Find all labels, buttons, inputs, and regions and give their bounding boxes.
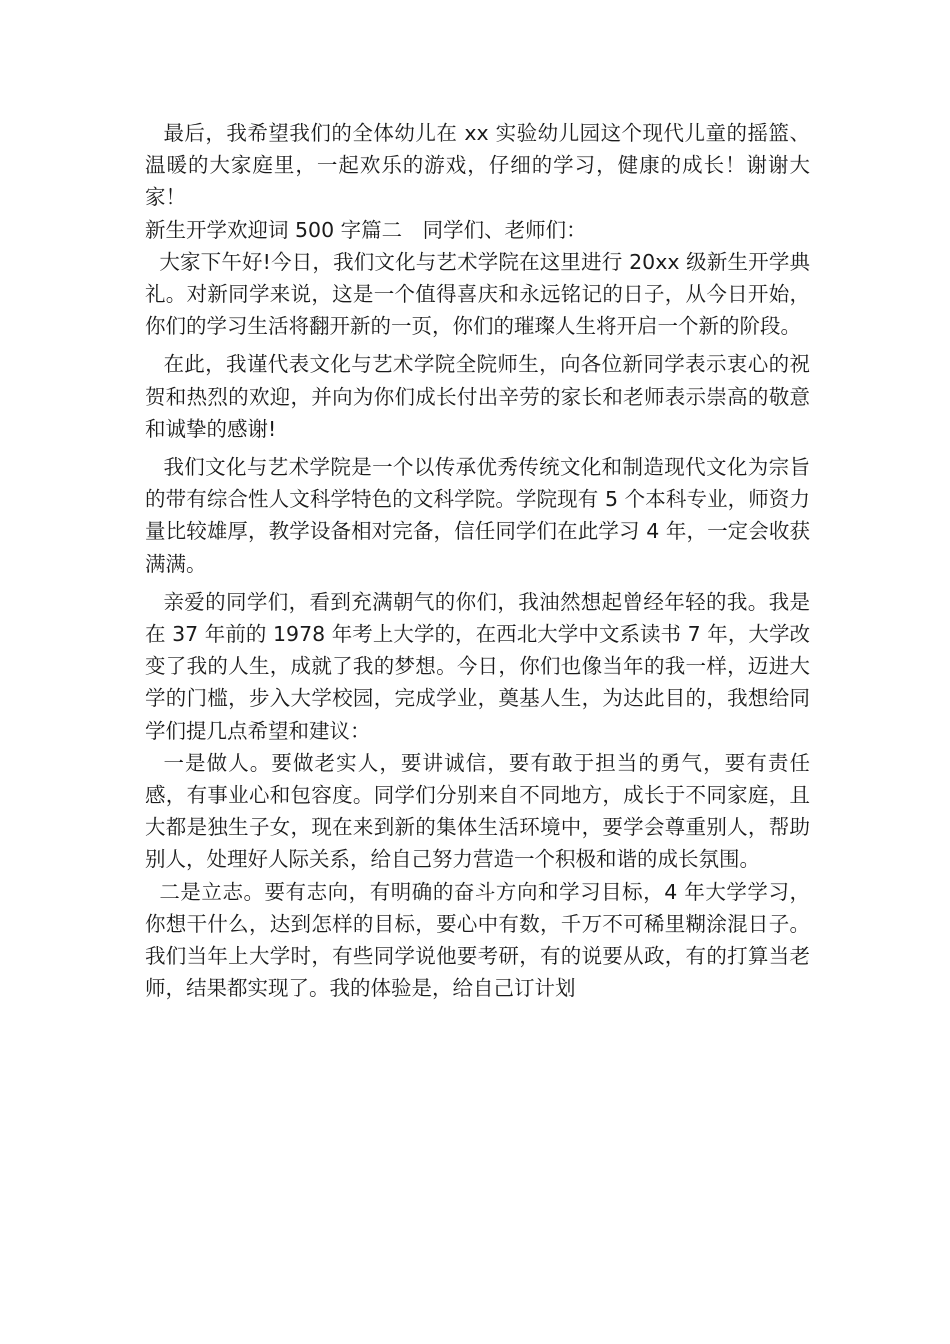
paragraph-point-one: 一是做人。要做老实人，要讲诚信，要有敢于担当的勇气，要有责任感，有事业心和包容度。同学们分别来自不同地方，成长于不同家庭，且大都是独生子女，现在来到新的集体生活环境中，要学会尊重别人，帮助别人，处理好人际关系，给自己努力营造一个积极和谐的成长氛围。 <box>145 750 810 872</box>
paragraph-point-two: 二是立志。要有志向，有明确的奋斗方向和学习目标，4 年大学学习，你想干什么，达到怎样的目标，要心中有数，千万不可稀里糊涂混日子。我们当年上大学时，有些同学说他要考研，有的说要从政，有的打算当老师，结果都实现了。我的体验是，给自己订计划 <box>145 879 810 1001</box>
document-body <box>145 117 810 1004</box>
paragraph-greeting: 大家下午好!今日，我们文化与艺术学院在这里进行 20xx 级新生开学典礼。对新同学来说，这是一个值得喜庆和永远铭记的日子，从今日开始，你们的学习生活将翻开新的一页，你们的璀璨人生将开启一个新的阶段。 <box>145 249 810 339</box>
paragraph-personal-story: 亲爱的同学们，看到充满朝气的你们，我油然想起曾经年轻的我。我是在 37 年前的 1978 年考上大学的，在西北大学中文系读书 7 年，大学改变了我的人生，成就了我的梦想。今日，你们也像当年的我一样，迈进大学的门槛，步入大学校园，完成学业，奠基人生，为达此目的，我想给同学们提几点希望和建议： <box>145 589 810 743</box>
paragraph-closing-wishes: 最后，我希望我们的全体幼儿在 xx 实验幼儿园这个现代儿童的摇篮、温暖的大家庭里，一起欢乐的游戏，仔细的学习，健康的成长！谢谢大家！ <box>145 121 810 210</box>
paragraph-college-intro: 我们文化与艺术学院是一个以传承优秀传统文化和制造现代文化为宗旨的带有综合性人文科学特色的文科学院。学院现有 5 个本科专业，师资力量比较雄厚，教学设备相对完备，信任同学们在此学习 4 年，一定会收获满满。 <box>145 455 810 576</box>
section-heading: 新生开学欢迎词 500 字篇二 同学们、老师们： <box>145 217 587 242</box>
paragraph-congratulations: 在此，我谨代表文化与艺术学院全院师生，向各位新同学表示衷心的祝贺和热烈的欢迎，并向为你们成长付出辛劳的家长和老师表示崇高的敬意和诚挚的感谢! <box>145 352 810 441</box>
